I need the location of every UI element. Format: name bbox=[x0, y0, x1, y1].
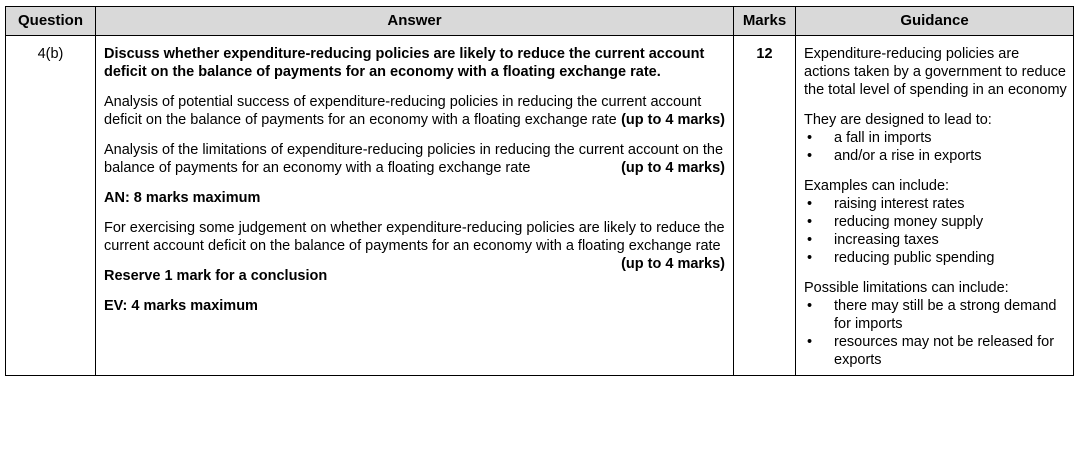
marks-value: 12 bbox=[734, 36, 796, 376]
judgement-text: For exercising some judgement on whether expenditure-reducing policies are likely to reduce the current account deficit on the balance of payments for an economy with a floating exchange rate bbox=[104, 220, 725, 254]
guidance-limitations-list bbox=[804, 297, 1067, 369]
list-item: • and/or a rise in exports bbox=[804, 147, 1067, 165]
answer-cell bbox=[96, 36, 734, 376]
header-guidance: Guidance bbox=[796, 7, 1074, 36]
analysis-success-text: Analysis of potential success of expenditure-reducing policies in reducing the current account deficit on the balance of payments for an economy with a floating exchange rate bbox=[104, 94, 702, 128]
analysis-success-block bbox=[104, 93, 725, 129]
reserve-note: Reserve 1 mark for a conclusion bbox=[104, 268, 328, 284]
question-row bbox=[6, 36, 1074, 376]
list-item: • a fall in imports bbox=[804, 129, 1067, 147]
analysis-limitations-block bbox=[104, 141, 725, 177]
question-prompt: Discuss whether expenditure-reducing policies are likely to reduce the current account deficit on the balance of payments for an economy with a floating exchange rate. bbox=[104, 46, 705, 80]
guidance-limitations-heading: Possible limitations can include: bbox=[804, 280, 1009, 296]
guidance-intro: Expenditure-reducing policies are actions taken by a government to reduce the total level of spending in an economy bbox=[804, 46, 1067, 98]
list-item: • resources may not be released for exports bbox=[804, 333, 1067, 369]
header-row bbox=[6, 7, 1074, 36]
list-item: • there may still be a strong demand for imports bbox=[804, 297, 1067, 333]
guidance-designed-list bbox=[804, 129, 1067, 165]
guidance-examples-list bbox=[804, 195, 1067, 267]
mark-scheme-table bbox=[5, 6, 1074, 376]
guidance-examples-heading: Examples can include: bbox=[804, 178, 950, 194]
an-max: AN: 8 marks maximum bbox=[104, 190, 261, 206]
list-item: • increasing taxes bbox=[804, 231, 1067, 249]
analysis-success-marks: (up to 4 marks) bbox=[621, 112, 725, 128]
analysis-limitations-text: Analysis of the limitations of expenditure-reducing policies in reducing the current account on the balance of payments for an economy with a floating exchange rate bbox=[104, 142, 724, 176]
guidance-cell bbox=[796, 36, 1074, 376]
header-answer: Answer bbox=[96, 7, 734, 36]
analysis-limitations-marks: (up to 4 marks) bbox=[621, 160, 725, 176]
list-item: • reducing money supply bbox=[804, 213, 1067, 231]
list-item: • raising interest rates bbox=[804, 195, 1067, 213]
judgement-block bbox=[104, 219, 725, 272]
list-item: • reducing public spending bbox=[804, 249, 1067, 267]
header-marks: Marks bbox=[734, 7, 796, 36]
guidance-designed-heading: They are designed to lead to: bbox=[804, 112, 992, 128]
question-number: 4(b) bbox=[6, 36, 96, 376]
judgement-marks: (up to 4 marks) bbox=[621, 256, 725, 272]
ev-max: EV: 4 marks maximum bbox=[104, 298, 258, 314]
header-question: Question bbox=[6, 7, 96, 36]
